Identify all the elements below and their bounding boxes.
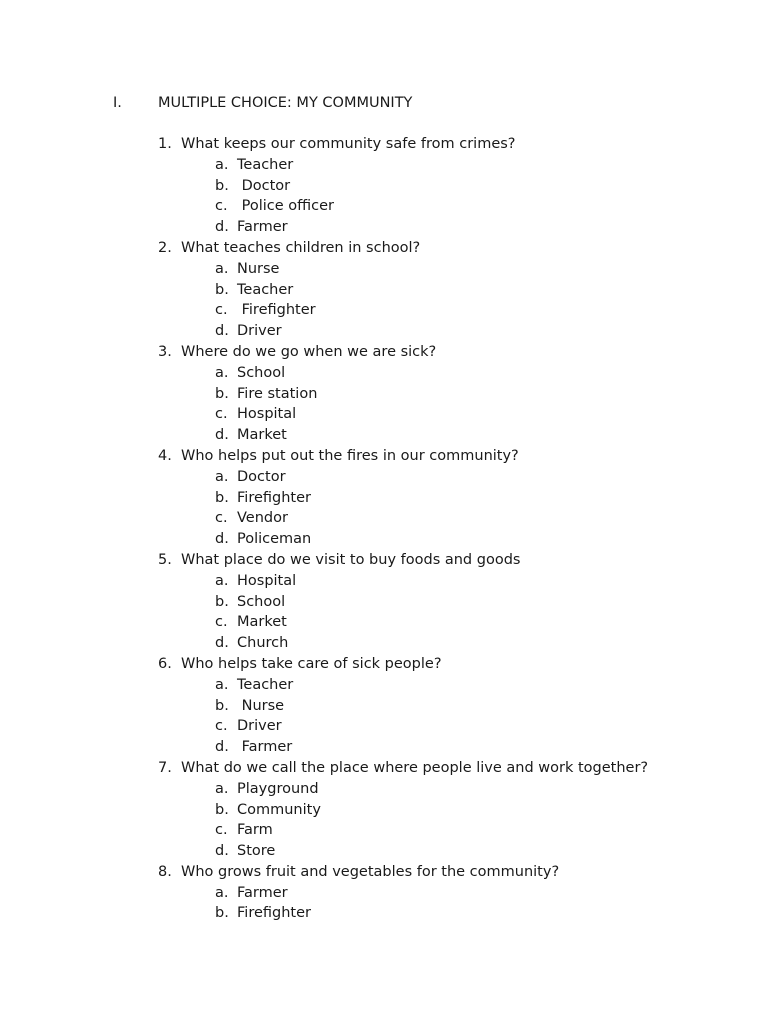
choice-letter: b. bbox=[215, 489, 229, 506]
choice-letter: d. bbox=[215, 843, 229, 860]
question-3-choice bbox=[158, 404, 648, 425]
question-number: 7. bbox=[158, 759, 172, 776]
choice-text: Playground bbox=[237, 780, 319, 797]
choice-letter: d. bbox=[215, 427, 229, 444]
choice-letter: d. bbox=[215, 323, 229, 340]
question-text: Where do we go when we are sick? bbox=[181, 343, 437, 360]
choice-letter: a. bbox=[215, 884, 229, 901]
question-1 bbox=[158, 134, 648, 155]
question-number: 3. bbox=[158, 343, 172, 360]
question-6 bbox=[158, 654, 648, 675]
question-2-choice bbox=[158, 321, 648, 342]
choice-letter: d. bbox=[215, 531, 229, 548]
choice-letter: c. bbox=[215, 406, 228, 423]
choice-text: Firefighter bbox=[237, 905, 311, 922]
question-5-choice bbox=[158, 633, 648, 654]
question-5 bbox=[158, 550, 648, 571]
question-2-choice bbox=[158, 300, 648, 321]
choice-text: Police officer bbox=[237, 198, 335, 215]
question-text: What do we call the place where people live and work together? bbox=[181, 759, 649, 776]
question-text: What place do we visit to buy foods and goods bbox=[181, 551, 521, 568]
question-8 bbox=[158, 862, 648, 883]
choice-text: Fire station bbox=[237, 385, 318, 402]
question-8-choice bbox=[158, 903, 648, 924]
choice-text: Hospital bbox=[237, 572, 297, 589]
section-heading bbox=[113, 93, 412, 113]
choice-letter: a. bbox=[215, 156, 229, 173]
question-6-choice bbox=[158, 737, 648, 758]
choice-letter: c. bbox=[215, 510, 228, 527]
choice-letter: a. bbox=[215, 572, 229, 589]
choice-letter: d. bbox=[215, 219, 229, 236]
question-4-choice bbox=[158, 488, 648, 509]
question-2-choice bbox=[158, 259, 648, 280]
question-7-choice bbox=[158, 841, 648, 862]
choice-letter: b. bbox=[215, 281, 229, 298]
question-text: Who helps take care of sick people? bbox=[181, 655, 442, 672]
question-2-choice bbox=[158, 280, 648, 301]
question-4-choice bbox=[158, 529, 648, 550]
question-8-choice bbox=[158, 883, 648, 904]
choice-text: Firefighter bbox=[237, 302, 316, 319]
choice-text: Vendor bbox=[237, 510, 288, 527]
question-3-choice bbox=[158, 425, 648, 446]
question-number: 4. bbox=[158, 447, 172, 464]
section-number: I. bbox=[113, 95, 122, 111]
question-list bbox=[158, 134, 648, 924]
question-7-choice bbox=[158, 779, 648, 800]
choice-letter: a. bbox=[215, 468, 229, 485]
choice-text: Nurse bbox=[237, 697, 285, 714]
section-title: MULTIPLE CHOICE: MY COMMUNITY bbox=[158, 95, 413, 111]
choice-text: School bbox=[237, 364, 286, 381]
choice-text: Teacher bbox=[237, 281, 294, 298]
choice-text: Farmer bbox=[237, 219, 288, 236]
choice-letter: a. bbox=[215, 780, 229, 797]
question-3-choice bbox=[158, 384, 648, 405]
choice-letter: a. bbox=[215, 364, 229, 381]
question-text: Who grows fruit and vegetables for the community? bbox=[181, 863, 560, 880]
question-1-choice bbox=[158, 155, 648, 176]
choice-letter: c. bbox=[215, 302, 228, 319]
question-7 bbox=[158, 758, 648, 779]
choice-letter: a. bbox=[215, 260, 229, 277]
choice-letter: b. bbox=[215, 177, 229, 194]
choice-text: Driver bbox=[237, 323, 282, 340]
choice-letter: b. bbox=[215, 801, 229, 818]
question-number: 8. bbox=[158, 863, 172, 880]
question-4-choice bbox=[158, 508, 648, 529]
question-7-choice bbox=[158, 820, 648, 841]
choice-text: Store bbox=[237, 843, 276, 860]
choice-text: Teacher bbox=[237, 676, 294, 693]
choice-letter: b. bbox=[215, 697, 229, 714]
question-5-choice bbox=[158, 571, 648, 592]
question-number: 6. bbox=[158, 655, 172, 672]
question-4 bbox=[158, 446, 648, 467]
choice-text: Community bbox=[237, 801, 321, 818]
choice-text: Driver bbox=[237, 718, 282, 735]
choice-text: Farmer bbox=[237, 739, 293, 756]
choice-text: Market bbox=[237, 614, 287, 631]
choice-letter: d. bbox=[215, 739, 229, 756]
choice-letter: c. bbox=[215, 822, 228, 839]
choice-letter: a. bbox=[215, 676, 229, 693]
question-1-choice bbox=[158, 217, 648, 238]
choice-text: Teacher bbox=[237, 156, 294, 173]
choice-text: Hospital bbox=[237, 406, 297, 423]
choice-letter: c. bbox=[215, 718, 228, 735]
choice-text: Market bbox=[237, 427, 287, 444]
question-5-choice bbox=[158, 592, 648, 613]
choice-text: Farm bbox=[237, 822, 273, 839]
choice-text: Farmer bbox=[237, 884, 288, 901]
choice-text: School bbox=[237, 593, 286, 610]
choice-text: Firefighter bbox=[237, 489, 311, 506]
choice-letter: d. bbox=[215, 635, 229, 652]
question-number: 2. bbox=[158, 239, 172, 256]
question-7-choice bbox=[158, 800, 648, 821]
choice-letter: c. bbox=[215, 198, 228, 215]
question-text: Who helps put out the fires in our community? bbox=[181, 447, 519, 464]
question-1-choice bbox=[158, 196, 648, 217]
choice-text: Church bbox=[237, 635, 289, 652]
question-6-choice bbox=[158, 675, 648, 696]
question-text: What teaches children in school? bbox=[181, 239, 421, 256]
question-number: 1. bbox=[158, 136, 172, 152]
question-3 bbox=[158, 342, 648, 363]
choice-letter: b. bbox=[215, 905, 229, 922]
question-1-choice bbox=[158, 176, 648, 197]
choice-text: Doctor bbox=[237, 177, 291, 194]
choice-text: Nurse bbox=[237, 260, 280, 277]
choice-text: Doctor bbox=[237, 468, 286, 485]
question-6-choice bbox=[158, 716, 648, 737]
choice-letter: b. bbox=[215, 385, 229, 402]
choice-letter: b. bbox=[215, 593, 229, 610]
question-3-choice bbox=[158, 363, 648, 384]
question-6-choice bbox=[158, 696, 648, 717]
question-4-choice bbox=[158, 467, 648, 488]
choice-text: Policeman bbox=[237, 531, 312, 548]
question-5-choice bbox=[158, 612, 648, 633]
choice-letter: c. bbox=[215, 614, 228, 631]
question-number: 5. bbox=[158, 551, 172, 568]
question-2 bbox=[158, 238, 648, 259]
question-text: What keeps our community safe from crimes? bbox=[181, 136, 516, 152]
